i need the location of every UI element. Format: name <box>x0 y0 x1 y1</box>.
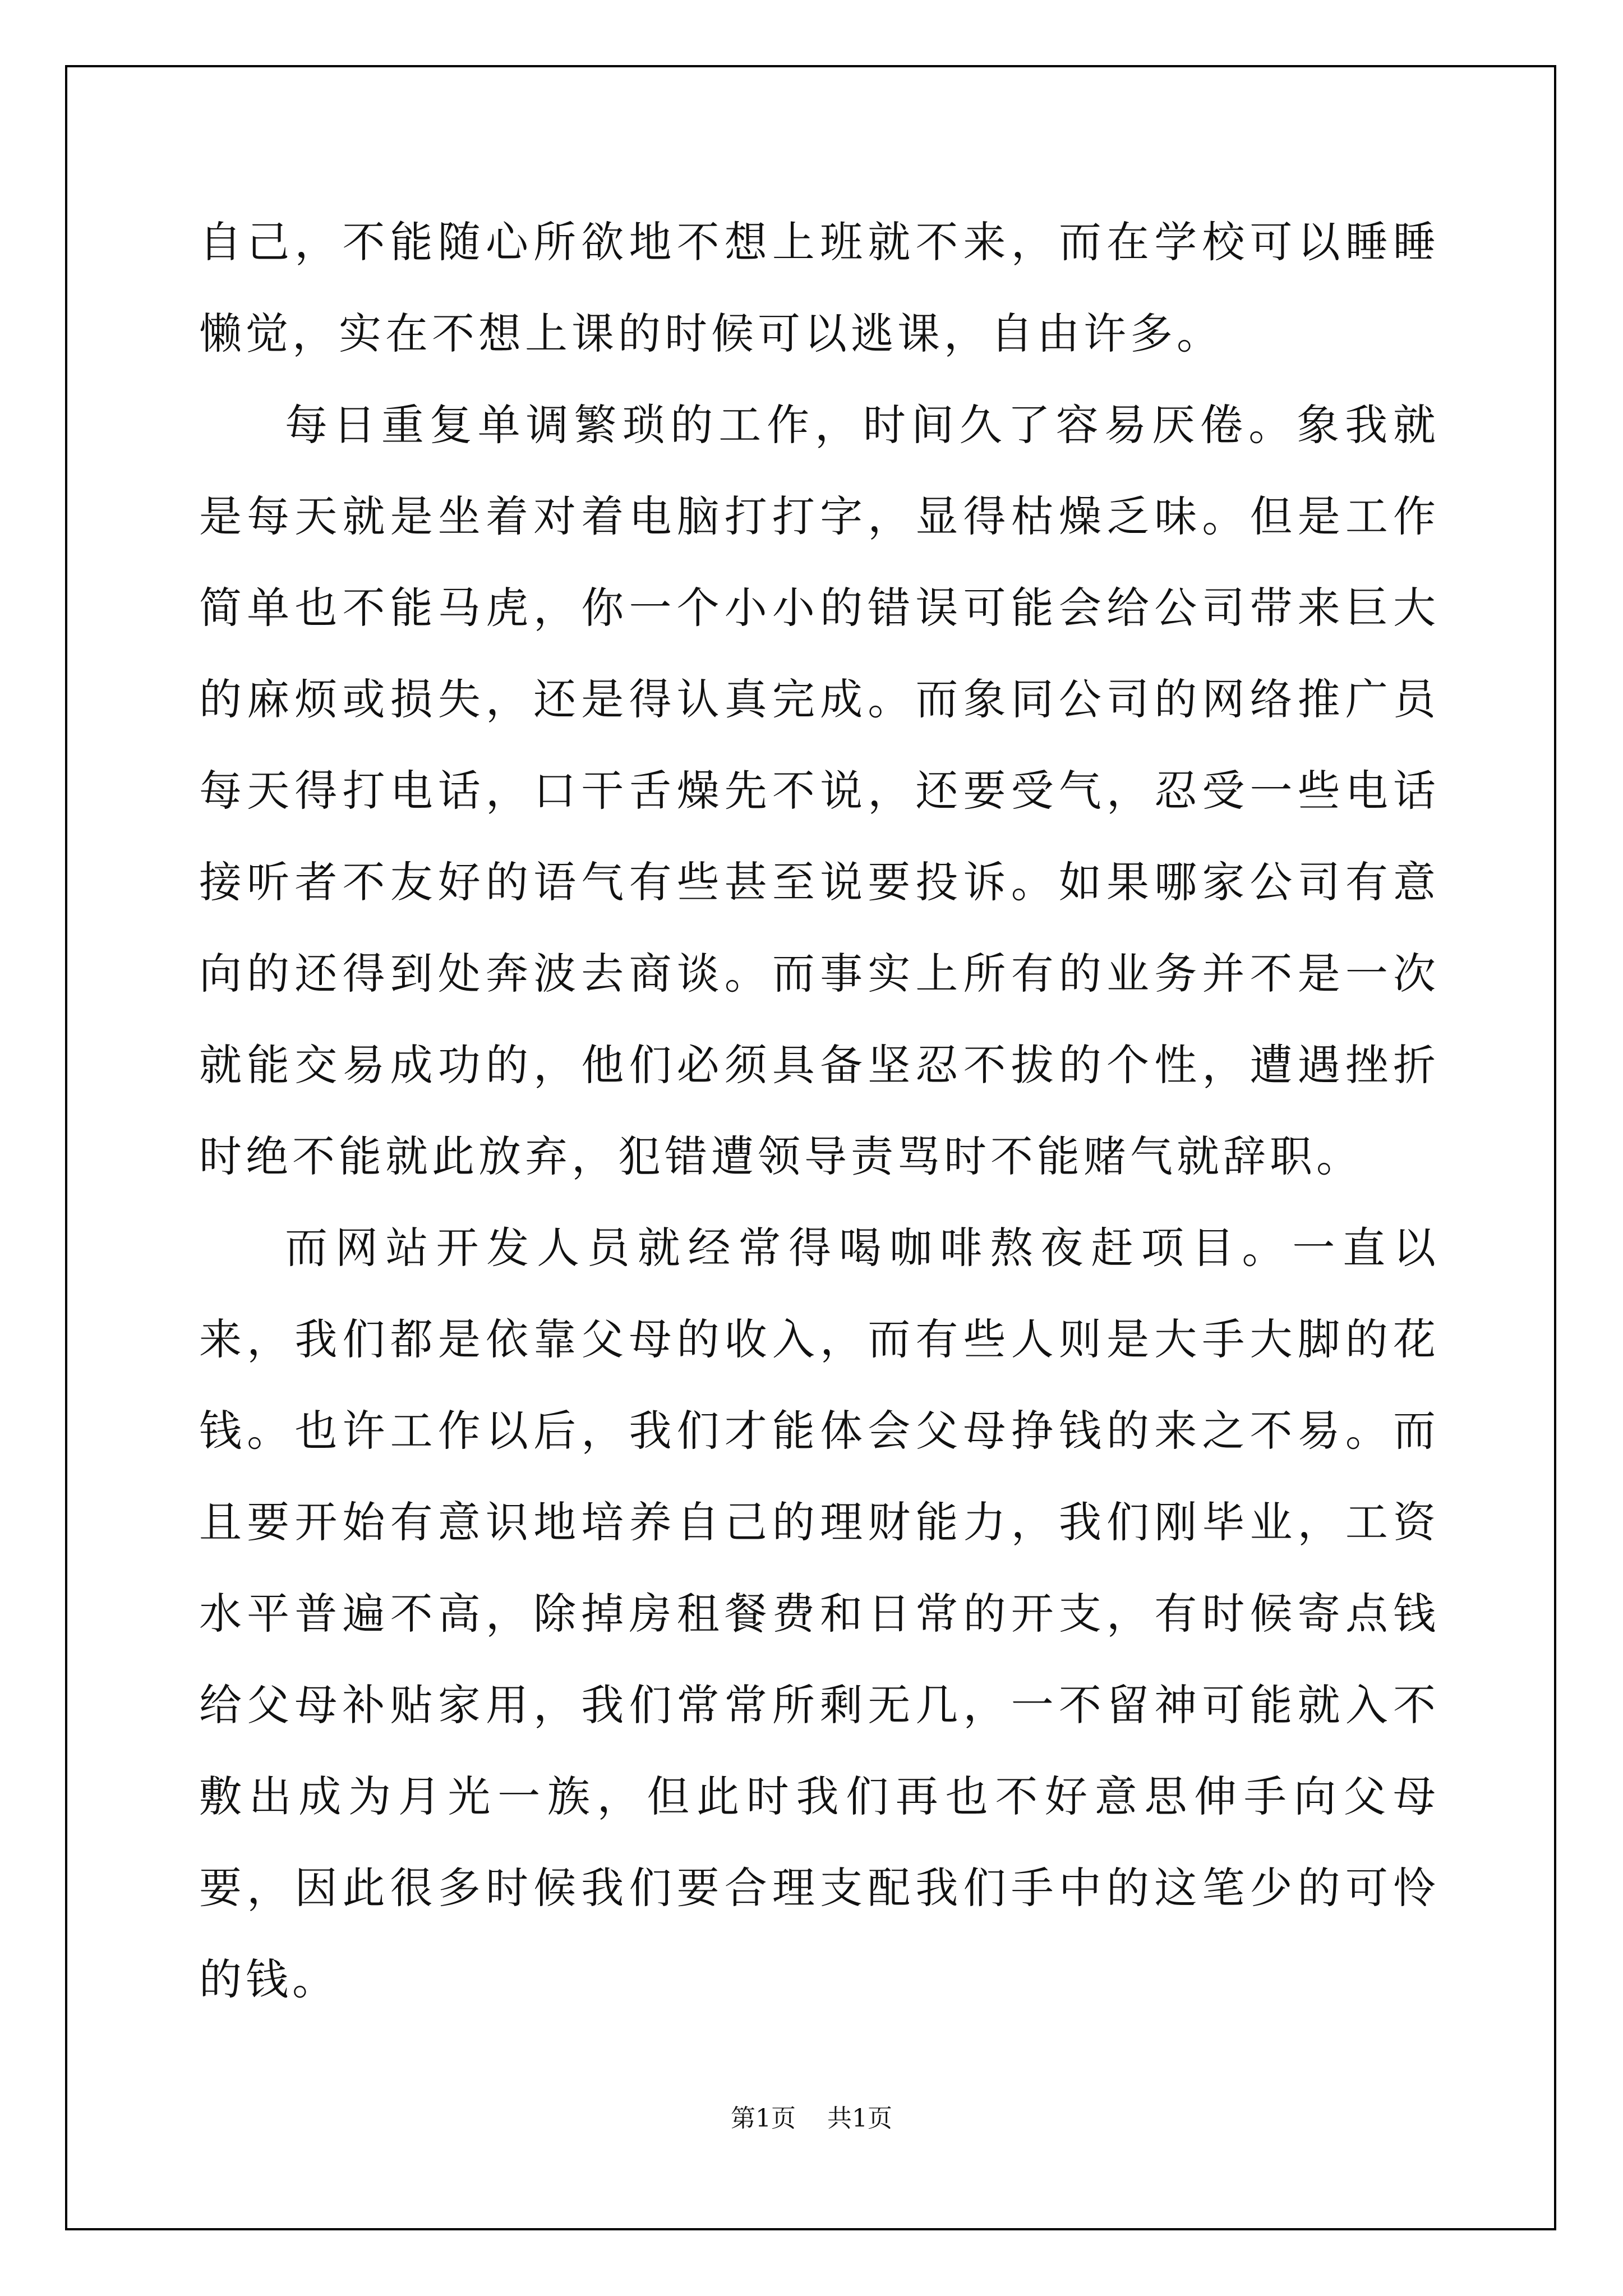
paragraph-1: 自己，不能随心所欲地不想上班就不来，而在学校可以睡睡懒觉，实在不想上课的时候可以逃课，自由许多。 <box>199 217 1440 358</box>
page-footer: 第1页 共1页 <box>731 2104 892 2133</box>
paragraph-3: 而网站开发人员就经常得喝咖啡熬夜赶项目。一直以来，我们都是依靠父母的收入，而有些人则是大手大脚的花钱。也许工作以后，我们才能体会父母挣钱的来之不易。而且要开始有意识地培养自己的理财能力，我们刚毕业，工资水平普遍不高，除掉房租餐费和日常的开支，有时候寄点钱给父母补贴家用，我们常常所剩无几，一不留神可能就入不敷出成为月光一族，但此时我们再也不好意思伸手向父母要，因此很多时候我们要合理支配我们手中的这笔少的可怜的钱。 <box>199 1223 1440 2004</box>
paragraph-2: 每日重复单调繁琐的工作，时间久了容易厌倦。象我就是每天就是坐着对着电脑打打字，显得枯燥乏味。但是工作简单也不能马虎，你一个小小的错误可能会给公司带来巨大的麻烦或损失，还是得认真完成。而象同公司的网络推广员每天得打电话，口干舌燥先不说，还要受气，忍受一些电话接听者不友好的语气有些甚至说要投诉。如果哪家公司有意向的还得到处奔波去商谈。而事实上所有的业务并不是一次就能交易成功的，他们必须具备坚忍不拔的个性，遭遇挫折时绝不能就此放弃，犯错遭领导责骂时不能赌气就辞职。 <box>199 400 1440 1181</box>
document-body <box>199 196 1440 2025</box>
